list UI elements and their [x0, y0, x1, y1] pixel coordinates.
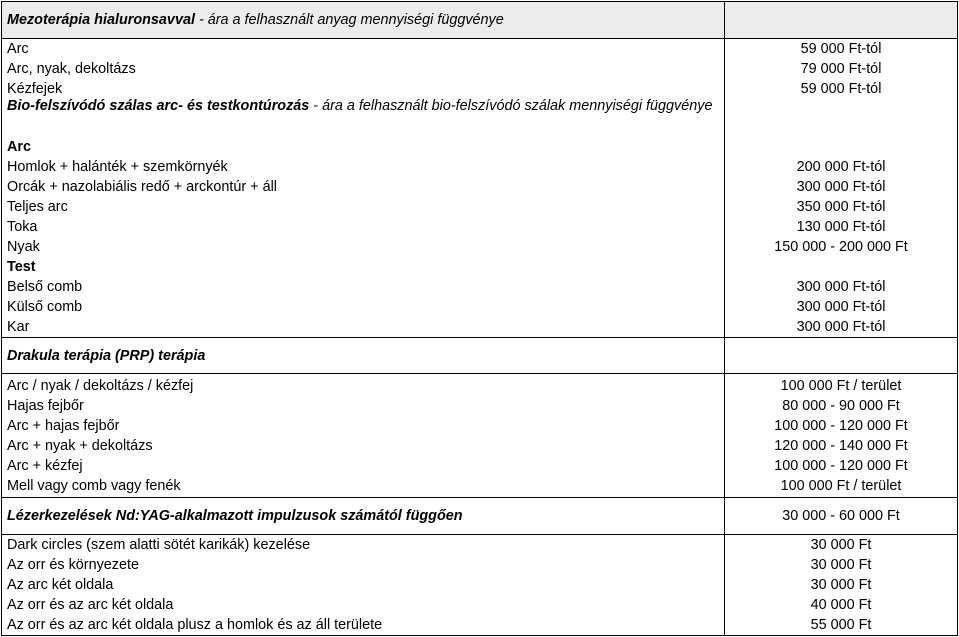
table-row-price: 120 000 - 140 000 Ft	[774, 438, 908, 454]
meso-label-col	[2, 39, 725, 99]
table-row-label: Kézfejek	[7, 81, 63, 97]
laser-title-price: 30 000 - 60 000 Ft	[782, 508, 900, 524]
laser-header-cell	[2, 498, 725, 534]
table-row-label: Az orr és az arc két oldala plusz a homlok és az áll területe	[7, 617, 383, 633]
table-row-price: 55 000 Ft	[810, 617, 872, 633]
table-row-label: Az orr és környezete	[7, 557, 139, 573]
prp-header-row	[1, 337, 958, 374]
table-row-label: Teljes arc	[7, 199, 68, 215]
table-row-price: 130 000 Ft-tól	[796, 219, 886, 235]
table-row-label: Arc + kézfej	[7, 458, 83, 474]
table-row-price: 59 000 Ft-tól	[800, 81, 882, 97]
laser-price-col	[725, 535, 957, 635]
table-row-price: 59 000 Ft-tól	[800, 41, 882, 57]
meso-title-rest: - ára a felhasznált anyag mennyiségi függvénye	[194, 12, 504, 28]
laser-title: Lézerkezelések Nd:YAG-alkalmazott impulzusok számától függően	[7, 508, 463, 524]
table-row-label: Hajas fejbőr	[7, 398, 84, 414]
prp-rows	[1, 374, 958, 497]
table-row-price: 300 000 Ft-tól	[796, 279, 886, 295]
table-row-price: 100 000 Ft / terület	[780, 478, 902, 494]
bio-subheading-face: Arc	[7, 139, 31, 155]
table-row-price: 30 000 Ft	[810, 557, 872, 573]
table-row-price: 30 000 Ft	[810, 537, 872, 553]
laser-header-row	[1, 497, 958, 535]
table-row-label: Orcák + nazolabiális redő + arckontúr + áll	[7, 179, 277, 195]
meso-header-price-cell	[725, 2, 957, 38]
bio-title-bold: Bio-felszívódó szálas arc- és testkontúrozás	[7, 98, 310, 114]
table-row-price: 200 000 Ft-tól	[796, 159, 886, 175]
table-row-label: Toka	[7, 219, 38, 235]
table-row-price: 100 000 Ft / terület	[780, 378, 902, 394]
prp-price-col	[725, 374, 957, 497]
prp-label-col	[2, 374, 725, 497]
meso-header-cell	[2, 2, 725, 38]
table-row-label: Arc	[7, 41, 29, 57]
meso-rows	[1, 39, 958, 99]
bio-section	[1, 99, 958, 337]
bio-subheading-body: Test	[7, 259, 36, 275]
bio-title-rest: - ára a felhasznált bio-felszívódó szálak mennyiségi függvénye	[309, 98, 713, 114]
meso-title-bold: Mezoterápia hialuronsavval	[7, 12, 195, 28]
prp-header-price-cell	[725, 338, 957, 373]
table-row-label: Belső comb	[7, 279, 83, 295]
prp-title: Drakula terápia (PRP) terápia	[7, 348, 206, 364]
laser-header-price-cell	[725, 498, 957, 534]
table-row-price: 300 000 Ft-tól	[796, 179, 886, 195]
table-row-label: Arc / nyak / dekoltázs / kézfej	[7, 378, 194, 394]
meso-title	[7, 10, 504, 30]
table-row-label: Mell vagy comb vagy fenék	[7, 478, 181, 494]
table-row-label: Homlok + halánték + szemkörnyék	[7, 159, 228, 175]
table-row-label: Külső comb	[7, 299, 83, 315]
meso-header-row	[1, 1, 958, 39]
table-row-price: 30 000 Ft	[810, 577, 872, 593]
prp-header-cell	[2, 338, 725, 373]
table-row-label: Arc + nyak + dekoltázs	[7, 438, 153, 454]
table-row-label: Nyak	[7, 239, 40, 255]
table-row-label: Dark circles (szem alatti sötét karikák) kezelése	[7, 537, 311, 553]
table-row-price: 79 000 Ft-tól	[800, 61, 882, 77]
table-row-price: 100 000 - 120 000 Ft	[774, 458, 908, 474]
laser-rows	[1, 535, 958, 636]
table-row-price: 300 000 Ft-tól	[796, 299, 886, 315]
table-row-label: Arc, nyak, dekoltázs	[7, 61, 136, 77]
table-row-price: 40 000 Ft	[810, 597, 872, 613]
table-row-label: Az orr és az arc két oldala	[7, 597, 174, 613]
table-row-price: 80 000 - 90 000 Ft	[782, 398, 900, 414]
bio-label-col	[2, 99, 725, 337]
table-row-price: 100 000 - 120 000 Ft	[774, 418, 908, 434]
table-row-price: 300 000 Ft-tól	[796, 319, 886, 335]
table-row-label: Az arc két oldala	[7, 577, 114, 593]
table-row-price: 350 000 Ft-tól	[796, 199, 886, 215]
bio-title	[7, 96, 717, 116]
meso-price-col	[725, 39, 957, 99]
laser-label-col	[2, 535, 725, 635]
table-row-label: Arc + hajas fejbőr	[7, 418, 120, 434]
table-row-price: 150 000 - 200 000 Ft	[774, 239, 908, 255]
bio-price-col	[725, 99, 957, 337]
table-row-label: Kar	[7, 319, 30, 335]
